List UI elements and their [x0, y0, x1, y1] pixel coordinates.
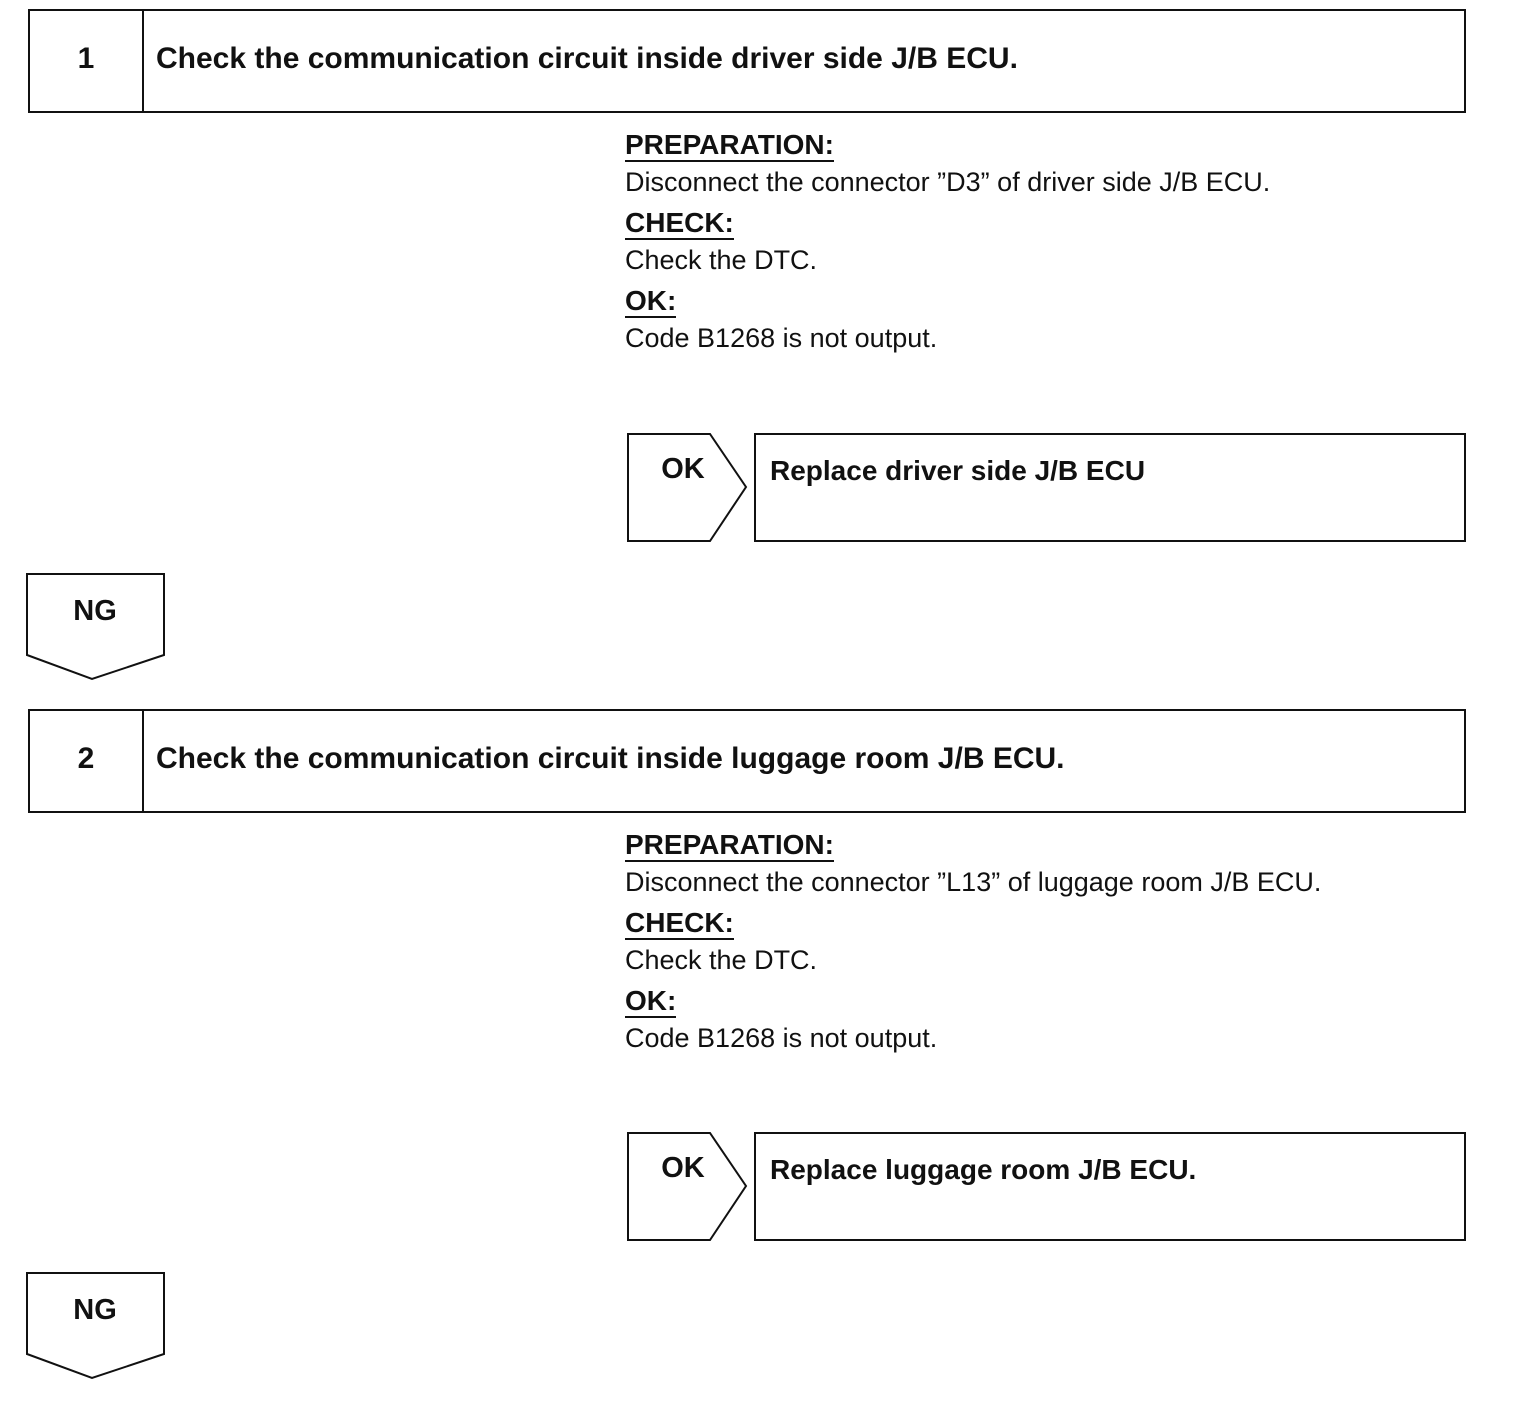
step-1-instructions — [625, 126, 1485, 360]
step-1-ok-branch-label: OK — [661, 453, 705, 485]
step-1-ok-heading: OK: — [625, 282, 676, 318]
step-2-ok-branch-label: OK — [661, 1152, 705, 1184]
step-2-instructions — [625, 826, 1485, 1060]
step-1-ok-action-box: Replace driver side J/B ECU — [754, 433, 1466, 542]
step-2-preparation-heading: PREPARATION: — [625, 826, 834, 862]
step-1-header — [28, 9, 1466, 113]
step-1-check-heading: CHECK: — [625, 204, 734, 240]
step-1-ok-arrow-shape — [627, 433, 749, 543]
step-1-ng-branch-label: NG — [73, 595, 117, 627]
step-2-ok-branch-tag — [627, 1132, 749, 1242]
step-1-preparation-heading: PREPARATION: — [625, 126, 834, 162]
step-1-title: Check the communication circuit inside driver side J/B ECU. — [156, 42, 1018, 75]
step-1-ok-text: Code B1268 is not output. — [625, 323, 938, 353]
step-2-number: 2 — [30, 711, 144, 811]
step-2-ng-branch-label: NG — [73, 1294, 117, 1326]
step-2-ng-branch-tag — [26, 1272, 166, 1380]
step-1-preparation-text: Disconnect the connector ”D3” of driver side J/B ECU. — [625, 167, 1271, 197]
step-2-title: Check the communication circuit inside luggage room J/B ECU. — [156, 742, 1065, 775]
step-1-number: 1 — [30, 11, 144, 111]
step-2-check-heading: CHECK: — [625, 904, 734, 940]
step-1-ng-branch-tag — [26, 573, 166, 681]
step-2-check-text: Check the DTC. — [625, 945, 818, 975]
step-1-ok-branch-tag — [627, 433, 749, 543]
step-1-check-text: Check the DTC. — [625, 245, 818, 275]
step-2-ok-arrow-shape — [627, 1132, 749, 1242]
step-2-ok-text: Code B1268 is not output. — [625, 1023, 938, 1053]
step-2-ok-action-box: Replace luggage room J/B ECU. — [754, 1132, 1466, 1241]
step-2-ok-heading: OK: — [625, 982, 676, 1018]
step-2-header — [28, 709, 1466, 813]
step-2-preparation-text: Disconnect the connector ”L13” of luggage room J/B ECU. — [625, 867, 1322, 897]
